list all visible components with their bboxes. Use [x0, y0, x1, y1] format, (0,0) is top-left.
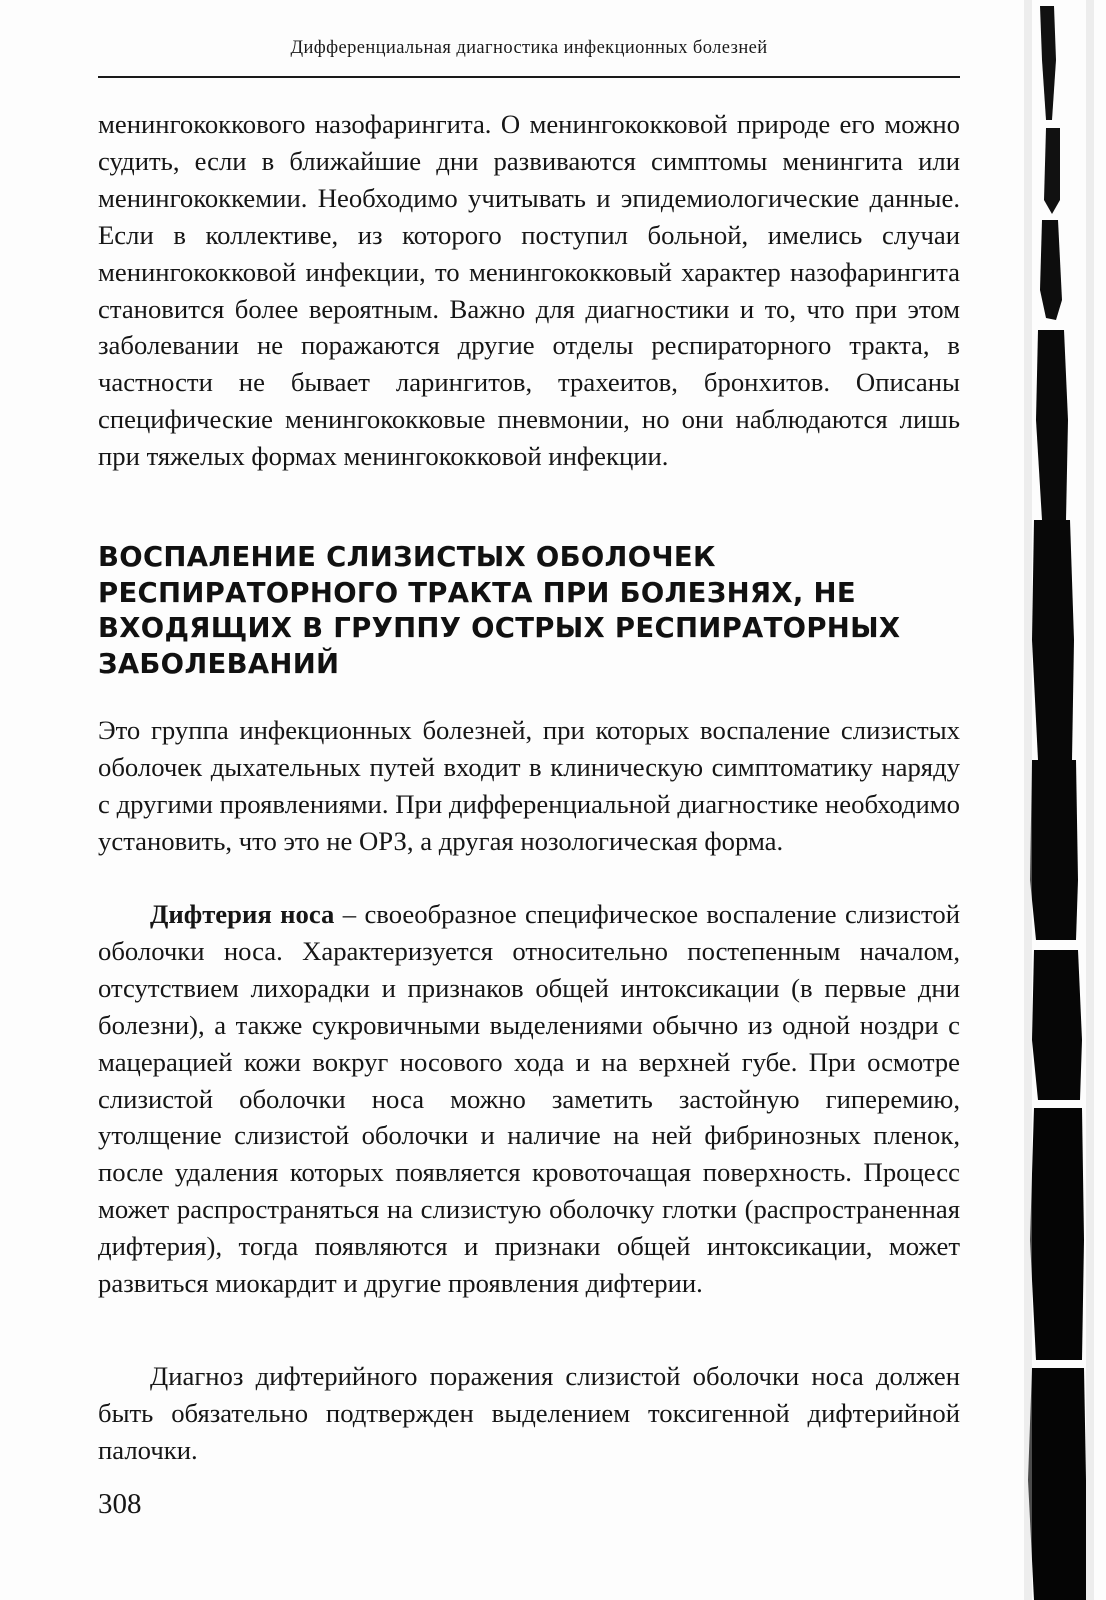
- running-head: Дифференциальная диагностика инфекционных болезней: [290, 38, 768, 58]
- section-heading: ВОСПАЛЕНИЕ СЛИЗИСТЫХ ОБОЛОЧЕК РЕСПИРАТОРНОГО ТРАКТА ПРИ БОЛЕЗНЯХ, НЕ ВХОДЯЩИХ В ГРУППУ ОСТРЫХ РЕСПИРАТОРНЫХ ЗАБОЛЕВАНИЙ: [98, 541, 901, 680]
- page-number: 308: [98, 1488, 142, 1520]
- paragraph-intro: Это группа инфекционных болезней, при которых воспаление слизистых оболочек дыхательных путей входит в клиническую симптоматику наряду с другими проявлениями. При дифференциальной диагностике необходимо установить, что это не ОРЗ, а другая нозологическая форма.: [98, 715, 960, 856]
- paragraph-diagnosis: Диагноз дифтерийного поражения слизистой оболочки носа должен быть обязательно подтвержден выделением токсигенной дифтерийной палочки.: [98, 1361, 960, 1465]
- paragraph-nasal-diphtheria-text: – своеобразное специфическое воспаление слизистой оболочки носа. Характеризуется относительно постепенным началом, отсутствием лихорадки и признаков общей интоксикации (в первые дни болезни), а также сукровичными выделениями обычно из одной ноздри с мацерацией кожи вокруг носового хода и на верхней губе. При осмотре слизистой оболочки носа можно заметить застойную гиперемию, утолщение слизистой оболочки и наличие на ней фибринозных пленок, после удаления которых появляется кровоточащая поверхность. Процесс может распространяться на слизистую оболочку глотки (распространенная дифтерия), тогда появляются и признаки общей интоксикации, может развиться миокардит и другие проявления дифтерии.: [98, 899, 960, 1299]
- binding-shadow: [994, 0, 1106, 1600]
- term-nasal-diphtheria: Дифтерия носа: [150, 899, 335, 929]
- header-rule: [98, 76, 960, 78]
- paragraph-nasal-diphtheria: [98, 896, 960, 1302]
- paragraph-continuation: менингококкового назофарингита. О менингококковой природе его можно судить, если в ближайшие дни развиваются симптомы менингита или менингококкемии. Необходимо учитывать и эпидемиологические данные. Если в коллективе, из которого поступил больной, имелись случаи менингококковой инфекции, то менингококковый характер назофарингита становится более вероятным. Важно для диагностики и то, что при этом заболевании не поражаются другие отделы респираторного тракта, в частности не бывает ларингитов, трахеитов, бронхитов. Описаны специфические менингококковые пневмонии, но они наблюдаются лишь при тяжелых формах менингококковой инфекции.: [98, 109, 960, 472]
